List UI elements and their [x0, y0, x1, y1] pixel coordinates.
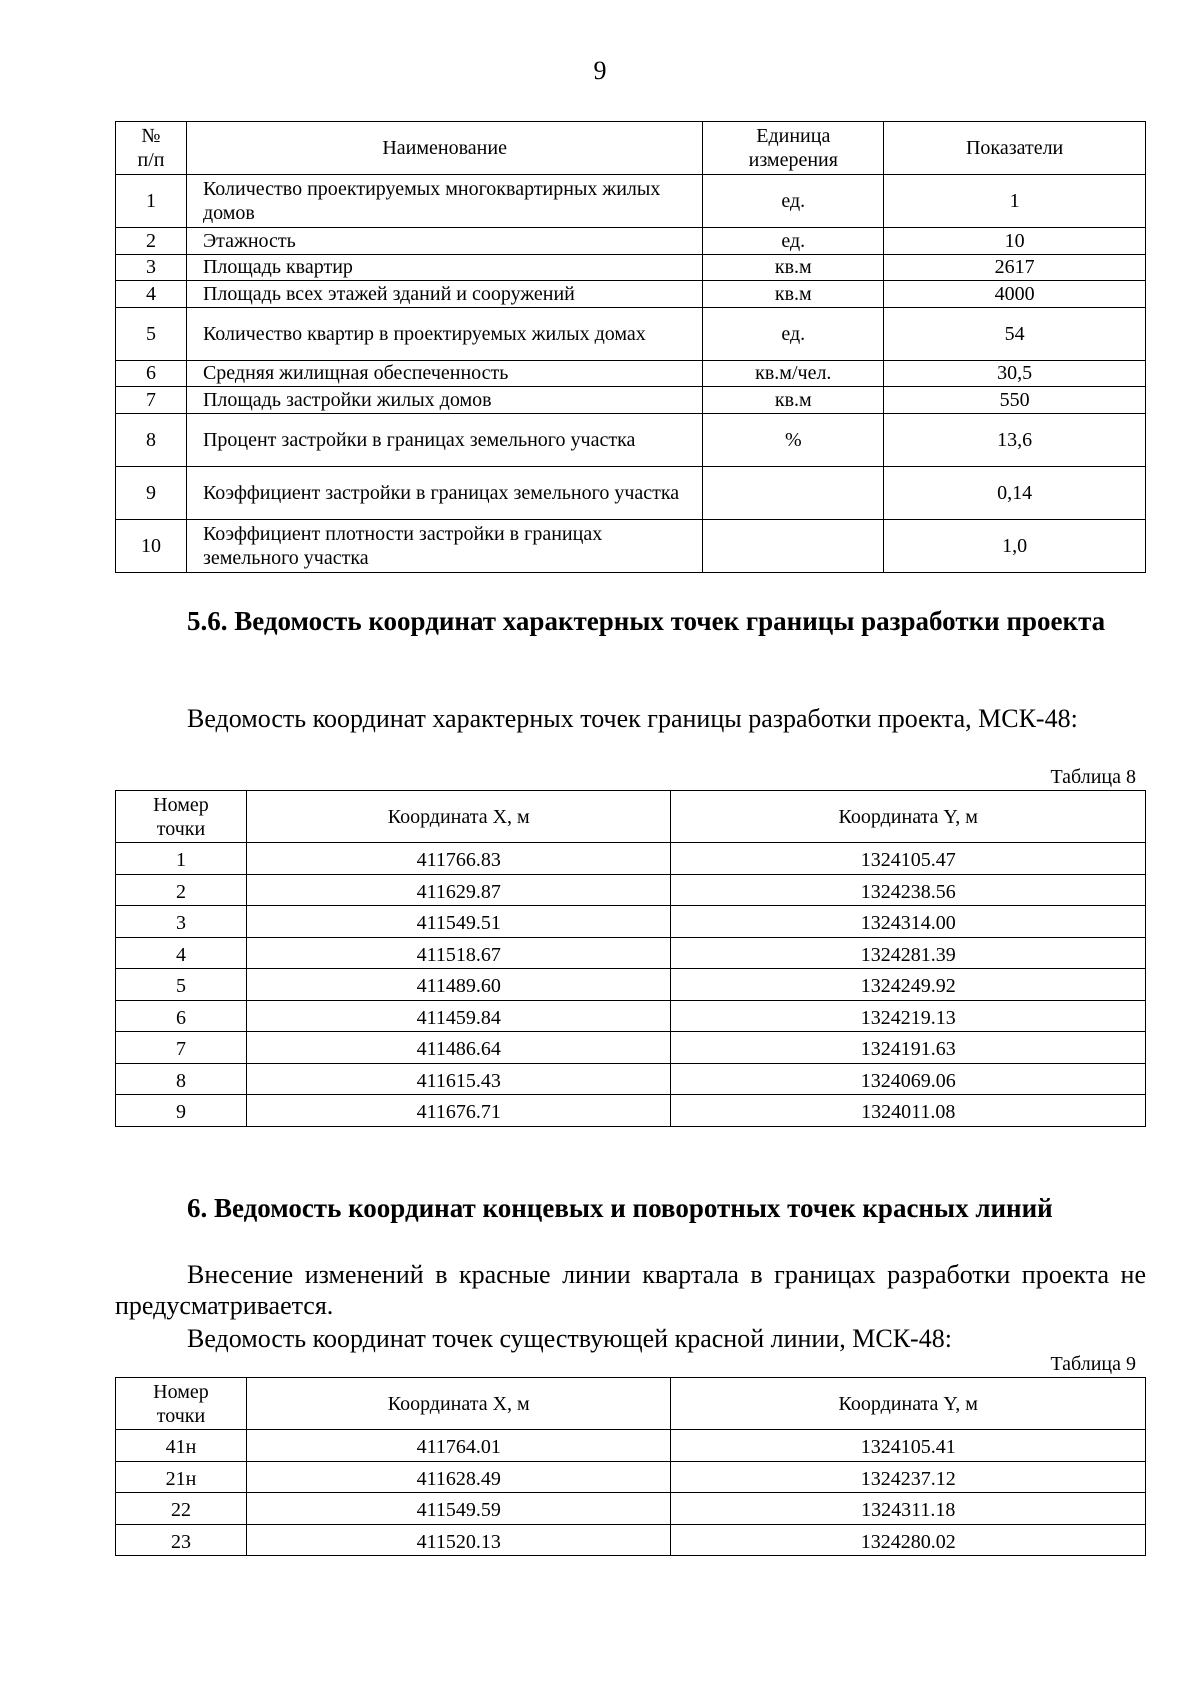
cell-x: 411549.59 [246, 1493, 671, 1525]
row-unit [703, 466, 884, 519]
header-num [116, 122, 187, 175]
table-row [116, 175, 1146, 228]
cell-x: 411518.67 [246, 937, 671, 969]
header-point-label: Номер точки [153, 1380, 209, 1427]
row-name: Площадь застройки жилых домов [186, 387, 702, 414]
row-unit: кв.м [703, 387, 884, 414]
cell-point: 7 [116, 1032, 247, 1064]
table-caption: Таблица 8 [1050, 766, 1136, 788]
row-unit [703, 519, 884, 572]
cell-point: 23 [116, 1524, 247, 1556]
row-name: Площадь квартир [186, 254, 702, 281]
paragraph: Ведомость координат точек существующей красной линии, МСК-48: [187, 1324, 952, 1353]
row-value: 0,14 [884, 466, 1146, 519]
header-name: Наименование [186, 122, 702, 175]
row-unit: ед. [703, 307, 884, 360]
cell-point: 5 [116, 969, 247, 1001]
red-line-coordinates-table [115, 1377, 1146, 1556]
cell-point: 22 [116, 1493, 247, 1525]
cell-y: 1324191.63 [671, 1032, 1146, 1064]
row-num: 8 [116, 413, 187, 466]
header-point [116, 791, 247, 843]
table-row [116, 1063, 1146, 1095]
cell-x: 411549.51 [246, 906, 671, 938]
header-point [116, 1378, 247, 1430]
header-unit [703, 122, 884, 175]
row-unit: кв.м/чел. [703, 360, 884, 387]
cell-y: 1324249.92 [671, 969, 1146, 1001]
row-name: Этажность [186, 228, 702, 255]
cell-y: 1324237.12 [671, 1461, 1146, 1493]
table-row [116, 1524, 1146, 1556]
page-number: 9 [593, 56, 607, 85]
row-num: 7 [116, 387, 187, 414]
header-x: Координата X, м [246, 791, 671, 843]
cell-x: 411764.01 [246, 1430, 671, 1462]
cell-point: 8 [116, 1063, 247, 1095]
cell-point: 1 [116, 843, 247, 875]
table-row [116, 1430, 1146, 1462]
row-value: 550 [884, 387, 1146, 414]
cell-point: 3 [116, 906, 247, 938]
row-value: 1,0 [884, 519, 1146, 572]
table-row [116, 1032, 1146, 1064]
table-row [116, 1000, 1146, 1032]
row-value: 30,5 [884, 360, 1146, 387]
row-value: 1 [884, 175, 1146, 228]
row-num: 6 [116, 360, 187, 387]
cell-y: 1324069.06 [671, 1063, 1146, 1095]
coordinates-table [115, 790, 1146, 1127]
row-num: 9 [116, 466, 187, 519]
table-row [116, 1461, 1146, 1493]
cell-x: 411486.64 [246, 1032, 671, 1064]
table-row [116, 969, 1146, 1001]
cell-x: 411766.83 [246, 843, 671, 875]
table-row [116, 281, 1146, 308]
row-num: 1 [116, 175, 187, 228]
table-row [116, 254, 1146, 281]
cell-y: 1324105.41 [671, 1430, 1146, 1462]
table-row [116, 1493, 1146, 1525]
table-header-row [116, 122, 1146, 175]
indicators-table [115, 121, 1146, 573]
row-name: Площадь всех этажей зданий и сооружений [186, 281, 702, 308]
table-row [116, 1095, 1146, 1127]
cell-y: 1324105.47 [671, 843, 1146, 875]
table-row [116, 843, 1146, 875]
cell-x: 411520.13 [246, 1524, 671, 1556]
cell-y: 1324280.02 [671, 1524, 1146, 1556]
cell-point: 41н [116, 1430, 247, 1462]
row-name: Количество квартир в проектируемых жилых домах [186, 307, 702, 360]
row-unit: ед. [703, 228, 884, 255]
table-header-row [116, 1378, 1146, 1430]
row-value: 54 [884, 307, 1146, 360]
table-row [116, 360, 1146, 387]
table-row [116, 466, 1146, 519]
cell-x: 411459.84 [246, 1000, 671, 1032]
section-heading: 6. Ведомость координат концевых и поворотных точек красных линий [187, 1193, 1053, 1223]
table-row [116, 874, 1146, 906]
row-name: Коэффициент плотности застройки в границах земельного участка [186, 519, 702, 572]
table-header-row [116, 791, 1146, 843]
cell-x: 411615.43 [246, 1063, 671, 1095]
cell-y: 1324311.18 [671, 1493, 1146, 1525]
row-unit: кв.м [703, 281, 884, 308]
cell-x: 411628.49 [246, 1461, 671, 1493]
table-row [116, 519, 1146, 572]
table-row [116, 307, 1146, 360]
row-name: Средняя жилищная обеспеченность [186, 360, 702, 387]
cell-point: 6 [116, 1000, 247, 1032]
row-num: 3 [116, 254, 187, 281]
row-name: Процент застройки в границах земельного участка [186, 413, 702, 466]
row-num: 2 [116, 228, 187, 255]
cell-y: 1324238.56 [671, 874, 1146, 906]
table-caption: Таблица 9 [1050, 1353, 1136, 1375]
row-name: Коэффициент застройки в границах земельного участка [186, 466, 702, 519]
table-row [116, 413, 1146, 466]
table-row [116, 906, 1146, 938]
row-value: 10 [884, 228, 1146, 255]
paragraph: Внесение изменений в красные линии квартала в границах разработки проекта не предусматривается. [115, 1260, 1146, 1320]
section-heading: 5.6. Ведомость координат характерных точек границы разработки проекта [187, 606, 1106, 636]
cell-x: 411489.60 [246, 969, 671, 1001]
cell-y: 1324314.00 [671, 906, 1146, 938]
row-unit: ед. [703, 175, 884, 228]
cell-y: 1324281.39 [671, 937, 1146, 969]
table-row [116, 937, 1146, 969]
row-value: 4000 [884, 281, 1146, 308]
cell-point: 9 [116, 1095, 247, 1127]
row-unit: % [703, 413, 884, 466]
cell-y: 1324219.13 [671, 1000, 1146, 1032]
header-point-label: Номер точки [153, 793, 209, 840]
header-value: Показатели [884, 122, 1146, 175]
row-name: Количество проектируемых многоквартирных жилых домов [186, 175, 702, 228]
header-unit-label: Единица измерения [748, 125, 838, 171]
header-y: Координата Y, м [671, 791, 1146, 843]
header-x: Координата X, м [246, 1378, 671, 1430]
table-row [116, 387, 1146, 414]
cell-point: 2 [116, 874, 247, 906]
cell-x: 411676.71 [246, 1095, 671, 1127]
row-num: 10 [116, 519, 187, 572]
cell-point: 21н [116, 1461, 247, 1493]
row-num: 5 [116, 307, 187, 360]
row-num: 4 [116, 281, 187, 308]
cell-x: 411629.87 [246, 874, 671, 906]
row-unit: кв.м [703, 254, 884, 281]
cell-y: 1324011.08 [671, 1095, 1146, 1127]
paragraph: Ведомость координат характерных точек границы разработки проекта, МСК-48: [187, 704, 1078, 733]
row-value: 13,6 [884, 413, 1146, 466]
row-value: 2617 [884, 254, 1146, 281]
header-num-label: № п/п [137, 125, 165, 171]
cell-point: 4 [116, 937, 247, 969]
table-row [116, 228, 1146, 255]
header-y: Координата Y, м [671, 1378, 1146, 1430]
